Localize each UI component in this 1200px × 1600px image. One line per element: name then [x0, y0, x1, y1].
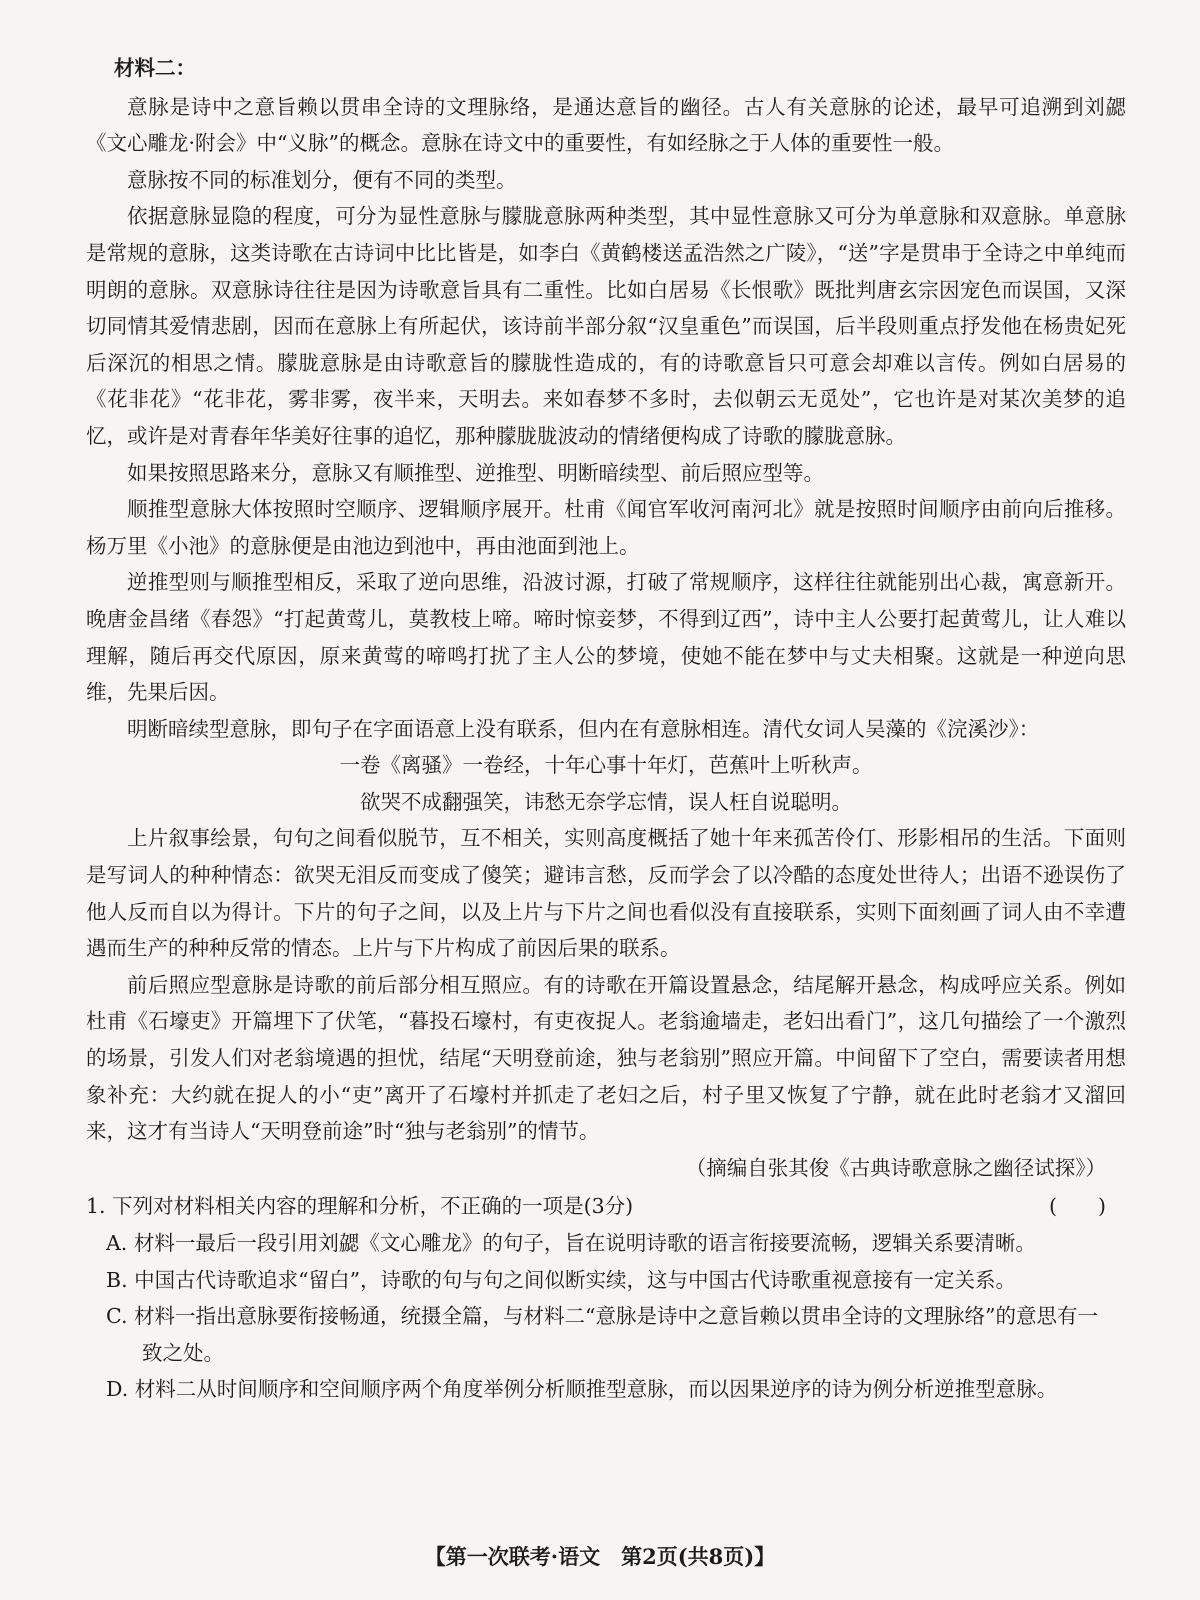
paragraph: 顺推型意脉大体按照时空顺序、逻辑顺序展开。杜甫《闻官军收河南河北》就是按照时间顺序由前向后推移。杨万里《小池》的意脉便是由池边到池中，再由池面到池上。	[86, 497, 1126, 558]
poem-line: 欲哭不成翻强笑，讳愁无奈学忘情，误人枉自说聪明。	[360, 789, 852, 814]
paragraph: 前后照应型意脉是诗歌的前后部分相互照应。有的诗歌在开篇设置悬念，结尾解开悬念，构成呼应关系。例如杜甫《石壕吏》开篇埋下了伏笔，“暮投石壕村，有吏夜捉人。老翁逾墙走，老妇出看门”，这几句描绘了一个激烈的场景，引发人们对老翁境遇的担忧，结尾“天明登前途，独与老翁别”照应开篇。中间留下了空白，需要读者用想象补充：大约就在捉人的小“吏”离开了石壕村并抓走了老妇之后，村子里又恢复了宁静，就在此时老翁才又溜回来，这才有当诗人“天明登前途”时“独与老翁别”的情节。	[86, 972, 1126, 1144]
source-citation: （摘编自张其俊《古典诗歌意脉之幽径试探》）	[685, 1155, 1106, 1180]
paragraph: 如果按照思路来分，意脉又有顺推型、逆推型、明断暗续型、前后照应型等。	[127, 460, 824, 485]
paragraph: 逆推型则与顺推型相反，采取了逆向思维，沿波讨源，打破了常规顺序，这样往往就能别出心裁，寓意新开。晚唐金昌绪《春怨》“打起黄莺儿，莫教枝上啼。啼时惊妾梦，不得到辽西”，诗中主人公要打起黄莺儿，让人难以理解，随后再交代原因，原来黄莺的啼鸣打扰了主人公的梦境，使她不能在梦中与丈夫相聚。这就是一种逆向思维，先果后因。	[86, 570, 1126, 705]
option-a: A. 材料一最后一段引用刘勰《文心雕龙》的句子，旨在说明诗歌的语言衔接要流畅，逻辑关系要清晰。	[106, 1231, 1036, 1255]
option-c-continued: 致之处。	[142, 1340, 224, 1365]
question-1	[86, 1188, 1126, 1225]
paragraph: 意脉按不同的标准划分，便有不同的类型。	[127, 167, 517, 192]
paragraph: 上片叙事绘景，句句之间看似脱节，互不相关，实则高度概括了她十年来孤苦伶仃、形影相吊的生活。下面则是写词人的种种情态：欲哭无泪反而变成了傻笑；避讳言愁，反而学会了以冷酷的态度处世待人；出语不逊误伤了他人反而自以为得计。下片的句子之间，以及上片与下片之间也看似没有直接联系，实则下面刻画了词人由不幸遭遇而生产的种种反常的情态。上片与下片构成了前因后果的联系。	[86, 826, 1126, 961]
question-stem: 1. 下列对材料相关内容的理解和分析，不正确的一项是(3分)	[86, 1194, 634, 1219]
paragraph: 依据意脉显隐的程度，可分为显性意脉与朦胧意脉两种类型，其中显性意脉又可分为单意脉和双意脉。单意脉是常规的意脉，这类诗歌在古诗词中比比皆是，如李白《黄鹤楼送孟浩然之广陵》，“送”字是贯串于全诗之中单纯而明朗的意脉。双意脉诗往往是因为诗歌意旨具有二重性。比如白居易《长恨歌》既批判唐玄宗因宠色而误国，又深切同情其爱情悲剧，因而在意脉上有所起伏，该诗前半部分叙“汉皇重色”而误国，后半段则重点抒发他在杨贵妃死后深沉的相思之情。朦胧意脉是由诗歌意旨的朦胧性造成的，有的诗歌意旨只可意会却难以言传。例如白居易的《花非花》“花非花，雾非雾，夜半来，天明去。来如春梦不多时，去似朝云无觅处”，它也许是对某次美梦的追忆，或许是对青春年华美好往事的追忆，那种朦胧胧波动的情绪便构成了诗歌的朦胧意脉。	[86, 204, 1126, 448]
option-b: B. 中国古代诗歌追求“留白”，诗歌的句与句之间似断实续，这与中国古代诗歌重视意接有一定关系。	[106, 1267, 1017, 1292]
answer-blank[interactable]: ( )	[1049, 1194, 1106, 1219]
paragraph: 明断暗续型意脉，即句子在字面语意上没有联系，但内在有意脉相连。清代女词人吴藻的《浣溪沙》：	[127, 716, 1040, 741]
option-d: D. 材料二从时间顺序和空间顺序两个角度举例分析顺推型意脉，而以因果逆序的诗为例分析逆推型意脉。	[106, 1377, 1058, 1402]
option-c: C. 材料一指出意脉要衔接畅通，统摄全篇，与材料二“意脉是诗中之意旨赖以贯串全诗的文理脉络”的意思有一	[106, 1304, 1098, 1329]
paragraph: 意脉是诗中之意旨赖以贯串全诗的文理脉络，是通达意旨的幽径。古人有关意脉的论述，最早可追溯到刘勰《文心雕龙·附会》中“义脉”的概念。意脉在诗文中的重要性，有如经脉之于人体的重要性一般。	[86, 94, 1126, 156]
material-heading: 材料二：	[114, 56, 196, 80]
poem-line: 一卷《离骚》一卷经，十年心事十年灯，芭蕉叶上听秋声。	[339, 753, 873, 778]
page-content	[86, 50, 1126, 1408]
page-footer: 【第一次联考·语文 第2页(共8页)】	[424, 1544, 776, 1569]
